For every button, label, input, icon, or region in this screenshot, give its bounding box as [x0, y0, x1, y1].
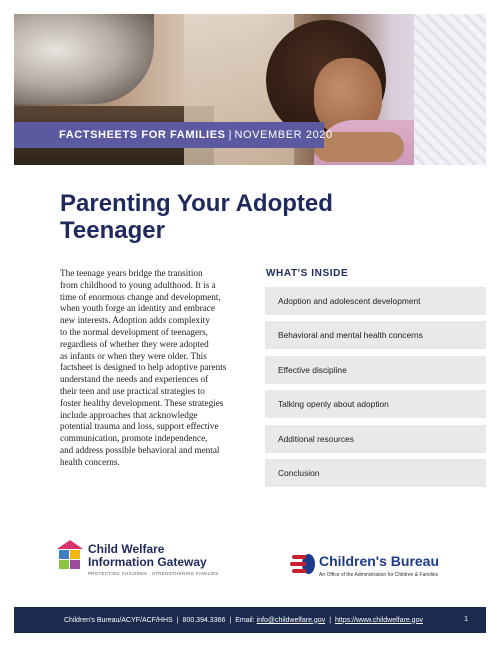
house-icon: [56, 540, 84, 570]
whats-inside-list: [265, 287, 486, 493]
intro-line: The teenage years bridge the transition: [60, 268, 203, 278]
footer-email-link[interactable]: info@childwelfare.gov: [256, 616, 326, 624]
intro-line: understand the needs and experiences of: [60, 374, 209, 385]
childrens-bureau-emblem-icon: [290, 552, 316, 576]
footer-separator: |: [329, 616, 332, 624]
photo-lamp: [14, 14, 154, 104]
intro-line: when youth forge an identity and embrace: [60, 303, 215, 314]
toc-item-additional-resources[interactable]: Additional resources: [265, 425, 486, 453]
intro-line: factsheet is designed to help adoptive parents: [60, 362, 227, 373]
intro-line: foster healthy development. These strategies: [60, 397, 224, 408]
toc-item-mental-health[interactable]: Behavioral and mental health concerns: [265, 321, 486, 349]
whats-inside-heading: WHAT'S INSIDE: [266, 268, 349, 279]
intro-line: potential trauma and loss, support effective: [60, 421, 219, 432]
cwig-tagline: PROTECTING CHILDREN · STRENGTHENING FAMILIES: [88, 571, 219, 576]
title-line-2: Teenager: [60, 217, 165, 244]
page-number: 1: [464, 616, 468, 623]
footer-separator: |: [229, 616, 232, 624]
intro-line: as infants or when they were older. This: [60, 350, 207, 361]
page-title: [60, 190, 440, 244]
intro-line: communication, promote independence,: [60, 433, 208, 444]
childrens-bureau-logo: [290, 552, 460, 586]
footer-website-link[interactable]: https://www.childwelfare.gov: [335, 616, 423, 624]
footer-email-label: Email:: [235, 616, 255, 624]
footer-org: Children's Bureau/ACYF/ACF/HHS: [64, 616, 173, 624]
intro-line: regardless of whether they were adopted: [60, 338, 209, 349]
footer-phone: 800.394.3366: [182, 616, 226, 624]
publication-date: NOVEMBER 2020: [234, 129, 333, 141]
cwig-name-line-2: Information Gateway: [88, 555, 207, 569]
toc-item-conclusion[interactable]: Conclusion: [265, 459, 486, 487]
intro-line: their teen and use practical strategies to: [60, 385, 205, 396]
intro-line: and address possible behavioral and mental: [60, 444, 220, 455]
intro-line: from childhood to young adulthood. It is a: [60, 279, 216, 290]
toc-item-talking-openly[interactable]: Talking openly about adoption: [265, 390, 486, 418]
intro-line: new interests. Adoption adds complexity: [60, 315, 210, 326]
toc-item-discipline[interactable]: Effective discipline: [265, 356, 486, 384]
footer-separator: |: [176, 616, 179, 624]
series-banner: [14, 122, 333, 148]
page-footer: [14, 607, 486, 633]
intro-paragraph: [60, 268, 250, 469]
banner-separator: |: [228, 129, 232, 141]
child-welfare-gateway-logo: [56, 540, 226, 582]
intro-line: to the normal development of teenagers,: [60, 326, 208, 337]
cb-tagline: An Office of the Administration for Children & Families: [319, 572, 439, 578]
intro-line: health concerns.: [60, 456, 120, 467]
series-label: FACTSHEETS FOR FAMILIES: [59, 129, 226, 141]
title-line-1: Parenting Your Adopted: [60, 190, 333, 217]
cwig-name-line-1: Child Welfare: [88, 542, 165, 556]
intro-line: time of enormous change and development,: [60, 291, 221, 302]
cb-name: Children's Bureau: [319, 553, 440, 569]
photo-adult: [414, 14, 486, 165]
toc-item-adolescent-development[interactable]: Adoption and adolescent development: [265, 287, 486, 315]
intro-line: include approaches that acknowledge: [60, 409, 198, 420]
